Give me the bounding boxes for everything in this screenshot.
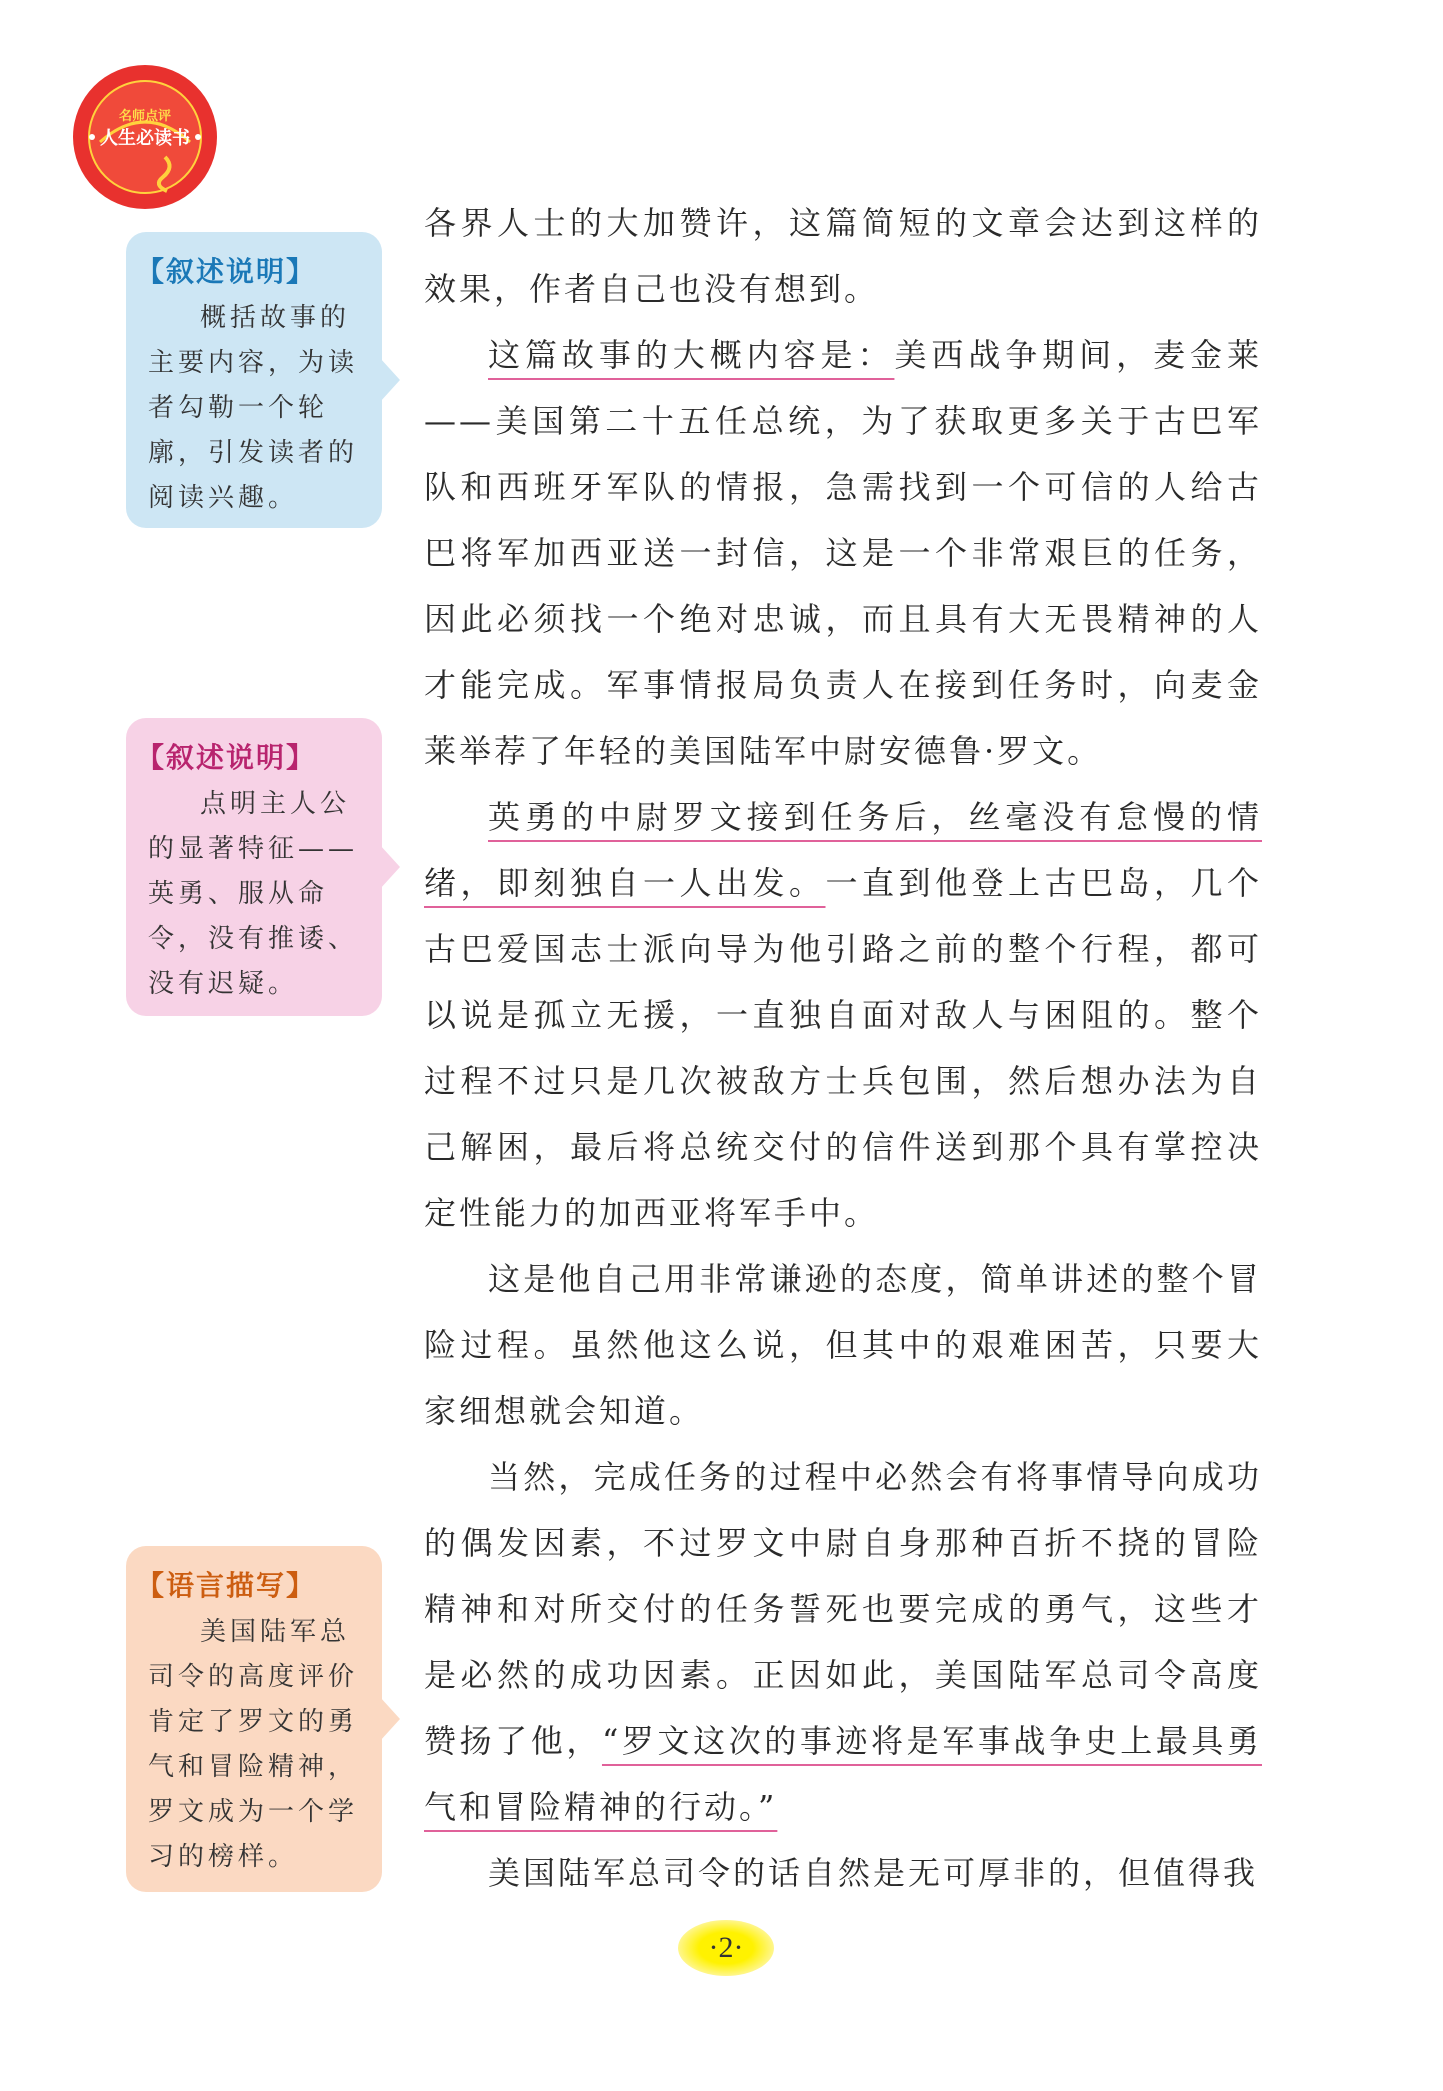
paragraph-4: 这是他自己用非常谦逊的态度，简单讲述的整个冒险过程。虽然他这么说，但其中的艰难困苦，只要大家细想就会知道。 bbox=[424, 1260, 1262, 1430]
paragraph-1: 各界人士的大加赞许，这篇简短的文章会达到这样的效果，作者自己也没有想到。 bbox=[424, 204, 1262, 308]
page-number: ·2· bbox=[678, 1920, 774, 1976]
side-note-hero-traits bbox=[126, 718, 382, 1016]
series-badge-logo bbox=[70, 62, 220, 212]
badge-icon bbox=[70, 62, 220, 212]
paragraph-2 bbox=[424, 322, 1262, 784]
paragraph-6: 美国陆军总司令的话自然是无可厚非的，但值得我 bbox=[488, 1854, 1259, 1892]
underlined-quote: “罗文这次的事迹将是军事战争史上最具勇气和冒险精神的行动。” bbox=[424, 1722, 1262, 1826]
side-note-title: 【叙述说明】 bbox=[136, 741, 317, 774]
side-note-language bbox=[126, 1546, 382, 1892]
paragraph-5 bbox=[424, 1444, 1262, 1840]
paragraph-text: 美西战争期间，麦金莱——美国第二十五任总统，为了获取更多关于古巴军队和西班牙军队的情报，急需找到一个可信的人给古巴将军加西亚送一封信，这是一个非常艰巨的任务，因此必须找一个绝对忠诚，而且具有大无畏精神的人才能完成。军事情报局负责人在接到任务时，向麦金莱举荐了年轻的美国陆军中尉安德鲁·罗文。 bbox=[424, 336, 1262, 770]
side-note-title: 【语言描写】 bbox=[136, 1569, 317, 1602]
badge-subtitle: 名师点评 bbox=[118, 109, 172, 124]
paragraph-3 bbox=[424, 784, 1262, 1246]
side-note-title: 【叙述说明】 bbox=[136, 255, 317, 288]
paragraph-text: 一直到他登上古巴岛，几个古巴爱国志士派向导为他引路之前的整个行程，都可以说是孤立无援，一直独自面对敌人与困阻的。整个过程不过只是几次被敌方士兵包围，然后想办法为自己解困，最后将总统交付的信件送到那个具有掌控决定性能力的加西亚将军手中。 bbox=[424, 864, 1262, 1232]
underlined-phrase: 英勇的中尉罗文接到任务后，丝毫没有怠慢的情绪，即刻独自一人出发。 bbox=[424, 798, 1262, 902]
underlined-phrase: 这篇故事的大概内容是： bbox=[488, 336, 895, 374]
badge-title: 人生必读书 bbox=[100, 128, 190, 149]
side-note-body: 点明主人公的显著特征——英勇、服从命令，没有推诿、没有迟疑。 bbox=[148, 789, 359, 999]
side-note-body: 美国陆军总司令的高度评价肯定了罗文的勇气和冒险精神，罗文成为一个学习的榜样。 bbox=[148, 1617, 359, 1872]
side-note-body: 概括故事的主要内容，为读者勾勒一个轮廓，引发读者的阅读兴趣。 bbox=[148, 303, 359, 513]
paragraph-text: 当然，完成任务的过程中必然会有将事情导向成功的偶发因素，不过罗文中尉自身那种百折不挠的冒险精神和对所交付的任务誓死也要完成的勇气，这些才是必然的成功因素。正因如此，美国陆军总司令高度赞扬了他， bbox=[424, 1458, 1262, 1760]
side-note-summary bbox=[126, 232, 382, 528]
main-text bbox=[424, 190, 1262, 1906]
